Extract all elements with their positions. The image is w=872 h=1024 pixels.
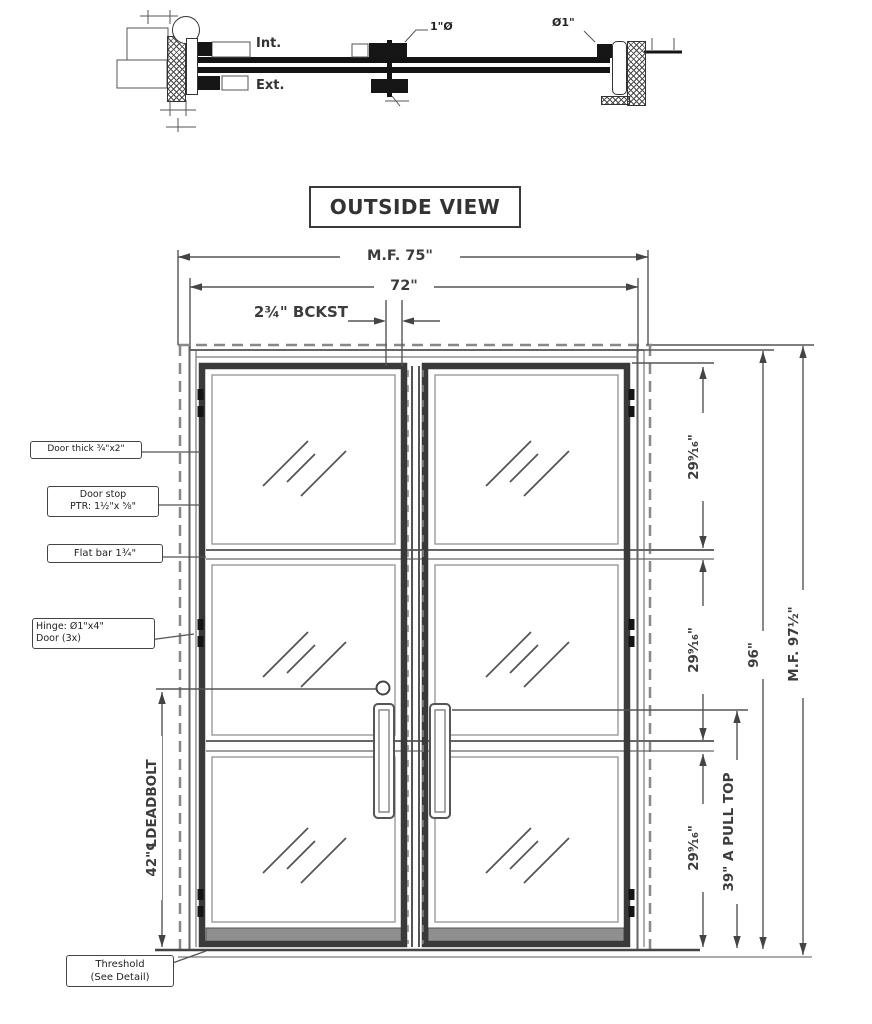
callout-hinge-line2: Door (3x) [36, 633, 81, 645]
elevation-frame [155, 345, 812, 957]
dim-panel-3: 29⁹⁄₁₆" [686, 804, 704, 892]
callout-door-thick-text: Door thick ¾"x2" [47, 444, 125, 454]
dim-opening-height: 96" [746, 631, 764, 679]
dim-backset: 2¾" BCKST [222, 303, 348, 321]
dim-panel-2: 29⁹⁄₁₆" [686, 606, 704, 694]
callout-door-stop-line1: Door stop [79, 489, 127, 500]
pull-diameter-note: 1"Ø [430, 20, 453, 33]
stop-block [196, 42, 212, 56]
exterior-label: Ext. [256, 78, 285, 93]
door-edge-left [186, 38, 198, 95]
dim-panel-1: 29⁹⁄₁₆" [686, 413, 704, 501]
dimension-arrows [158, 253, 806, 955]
callout-door-thick [30, 441, 142, 459]
callout-flat-bar-text: Flat bar 1¾" [73, 548, 137, 559]
stop-block [597, 44, 612, 58]
glass-panels [212, 375, 618, 922]
plan-section-drawing [117, 10, 682, 132]
lock-jamb-base-hatch [601, 96, 630, 105]
dimension-lines [162, 250, 814, 955]
view-title: OUTSIDE VIEW [309, 186, 521, 228]
stop-block [369, 43, 407, 58]
door-edge-right [612, 41, 627, 95]
dim-mf-height: M.F. 97½" [786, 590, 804, 698]
door-leaves [202, 366, 627, 947]
dim-pull-top: 39" A PULL TOP [721, 760, 739, 904]
callout-threshold [66, 955, 174, 987]
stop-block [196, 76, 220, 90]
dim-door-width: 72" [374, 278, 434, 294]
hinge-jamb-hatch [167, 36, 186, 102]
hinges [198, 389, 635, 917]
callout-hinge-line1: Hinge: Ø1"x4" [36, 621, 104, 632]
deadbolt-cylinder [377, 682, 390, 695]
dim-deadbolt-height: 42"℄DEADBOLT [144, 736, 162, 900]
callout-threshold-line1: Threshold [95, 959, 145, 970]
hinge-diameter-note: Ø1" [552, 16, 575, 29]
callout-door-stop [47, 486, 159, 517]
glass-marks [263, 441, 569, 883]
callout-door-stop-line2: PTR: 1½"x ⅝" [70, 501, 136, 513]
dim-mf-width: M.F. 75" [340, 248, 460, 264]
callout-flat-bar [47, 544, 163, 563]
interior-label: Int. [256, 36, 282, 51]
stop-block [371, 79, 408, 93]
callout-hinge [32, 618, 155, 649]
callout-threshold-line2: (See Detail) [90, 972, 150, 983]
